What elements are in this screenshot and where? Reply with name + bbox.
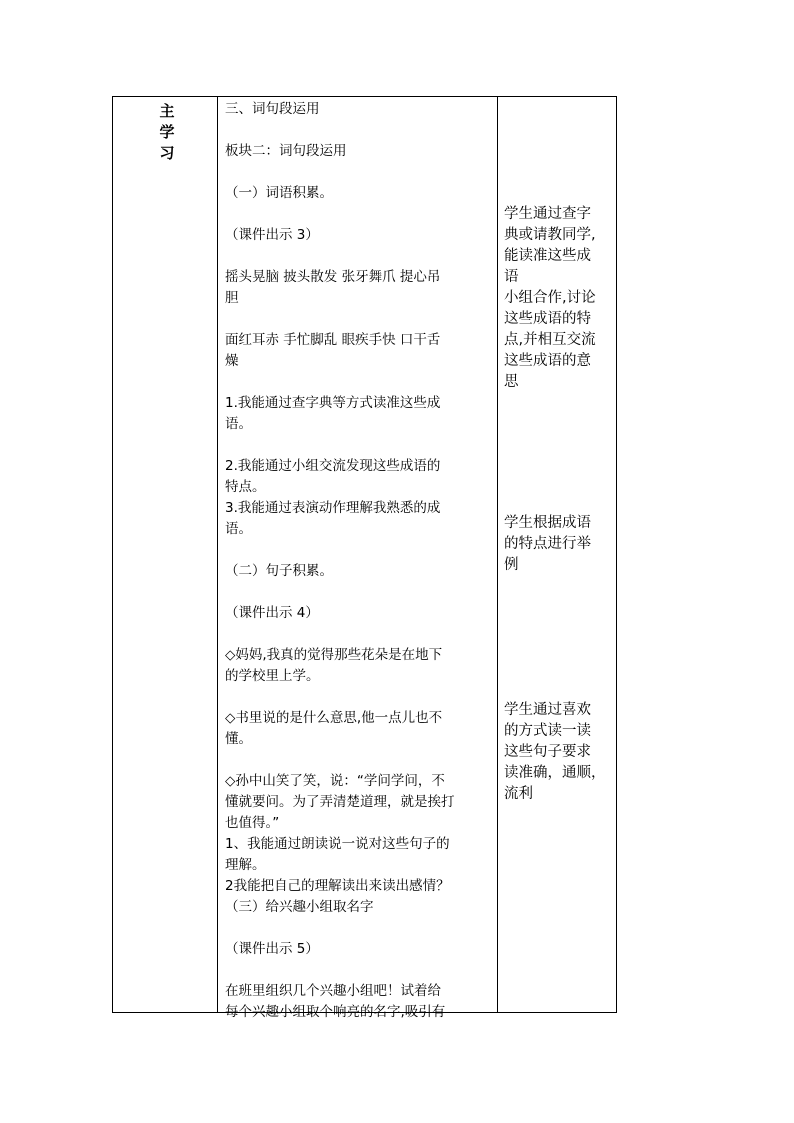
activity-line: 这些句子要求 — [504, 744, 591, 760]
goal-text: 2我能把自己的理解读出来读出感情？ — [225, 878, 450, 894]
goal-text: 理解。 — [225, 857, 266, 873]
sentence-text: ◇书里说的是什么意思,他一点儿也不 — [225, 710, 443, 726]
lesson-table — [112, 96, 617, 1020]
student-activity-2 — [504, 513, 612, 576]
activity-line: 学生通过查字 — [504, 206, 591, 222]
activity-line: 点,并相互交流 — [504, 332, 596, 348]
sentence-text: 的学校里上学。 — [225, 668, 320, 684]
activity-line: 小组合作,讨论 — [504, 290, 596, 306]
section-label-char: 主 — [159, 102, 175, 120]
goal-text: 语。 — [225, 416, 252, 432]
goal-text: 语。 — [225, 521, 252, 537]
subsection-heading: （三）给兴趣小组取名字 — [225, 899, 374, 915]
sentence-text: ◇妈妈,我真的觉得那些花朵是在地下 — [225, 647, 443, 663]
courseware-note: （课件出示 4） — [225, 605, 319, 621]
section-heading: 三、词句段运用 — [225, 101, 320, 117]
block-heading: 板块二：词句段运用 — [225, 143, 347, 159]
section-label — [153, 101, 181, 164]
goal-text: 3.我能通过表演动作理解我熟悉的成 — [225, 500, 441, 516]
goal-text: 特点。 — [225, 479, 266, 495]
idiom-line: 摇头晃脑 披头散发 张牙舞爪 提心吊 — [225, 269, 441, 285]
task-text: 每个兴趣小组取个响亮的名字,吸引有 — [225, 1004, 446, 1020]
student-activity-3 — [504, 700, 612, 805]
sentence-text: 也值得。” — [225, 815, 280, 831]
courseware-note: （课件出示 5） — [225, 941, 319, 957]
task-text: 在班里组织几个兴趣小组吧！试着给 — [225, 983, 441, 999]
activity-line: 的方式读一读 — [504, 723, 591, 739]
sentence-text: 懂。 — [225, 731, 252, 747]
activity-line: 这些成语的特 — [504, 311, 591, 327]
activity-line: 典或请教同学, — [504, 227, 596, 243]
sentence-text: 懂就要问。为了弄清楚道理，就是挨打 — [225, 794, 455, 810]
idiom-line: 面红耳赤 手忙脚乱 眼疾手快 口干舌 — [225, 332, 441, 348]
activity-line: 语 — [504, 269, 519, 285]
activity-line: 的特点进行举 — [504, 536, 591, 552]
student-activity-1 — [504, 204, 612, 393]
activity-line: 读准确，通顺， — [504, 765, 606, 781]
sentence-text: ◇孙中山笑了笑，说：“学问学问，不 — [225, 773, 445, 789]
activity-line: 思 — [504, 374, 519, 390]
idiom-line: 燥 — [225, 353, 239, 369]
goal-text: 2.我能通过小组交流发现这些成语的 — [225, 458, 441, 474]
lesson-content — [225, 99, 493, 1023]
goal-text: 1.我能通过查字典等方式读准这些成 — [225, 395, 441, 411]
activity-line: 例 — [504, 557, 519, 573]
activity-line: 流利 — [504, 786, 533, 802]
section-label-char: 学 — [159, 123, 175, 141]
subsection-heading: （一）词语积累。 — [225, 185, 333, 201]
courseware-note: （课件出示 3） — [225, 227, 319, 243]
column-divider-1 — [217, 97, 218, 1012]
activity-line: 能读准这些成 — [504, 248, 591, 264]
column-divider-2 — [497, 97, 498, 1012]
idiom-line: 胆 — [225, 290, 239, 306]
activity-line: 这些成语的意 — [504, 353, 591, 369]
goal-text: 1、我能通过朗读说一说对这些句子的 — [225, 836, 450, 852]
section-label-char: 习 — [159, 144, 175, 162]
subsection-heading: （二）句子积累。 — [225, 563, 333, 579]
activity-line: 学生通过喜欢 — [504, 702, 591, 718]
activity-line: 学生根据成语 — [504, 515, 591, 531]
